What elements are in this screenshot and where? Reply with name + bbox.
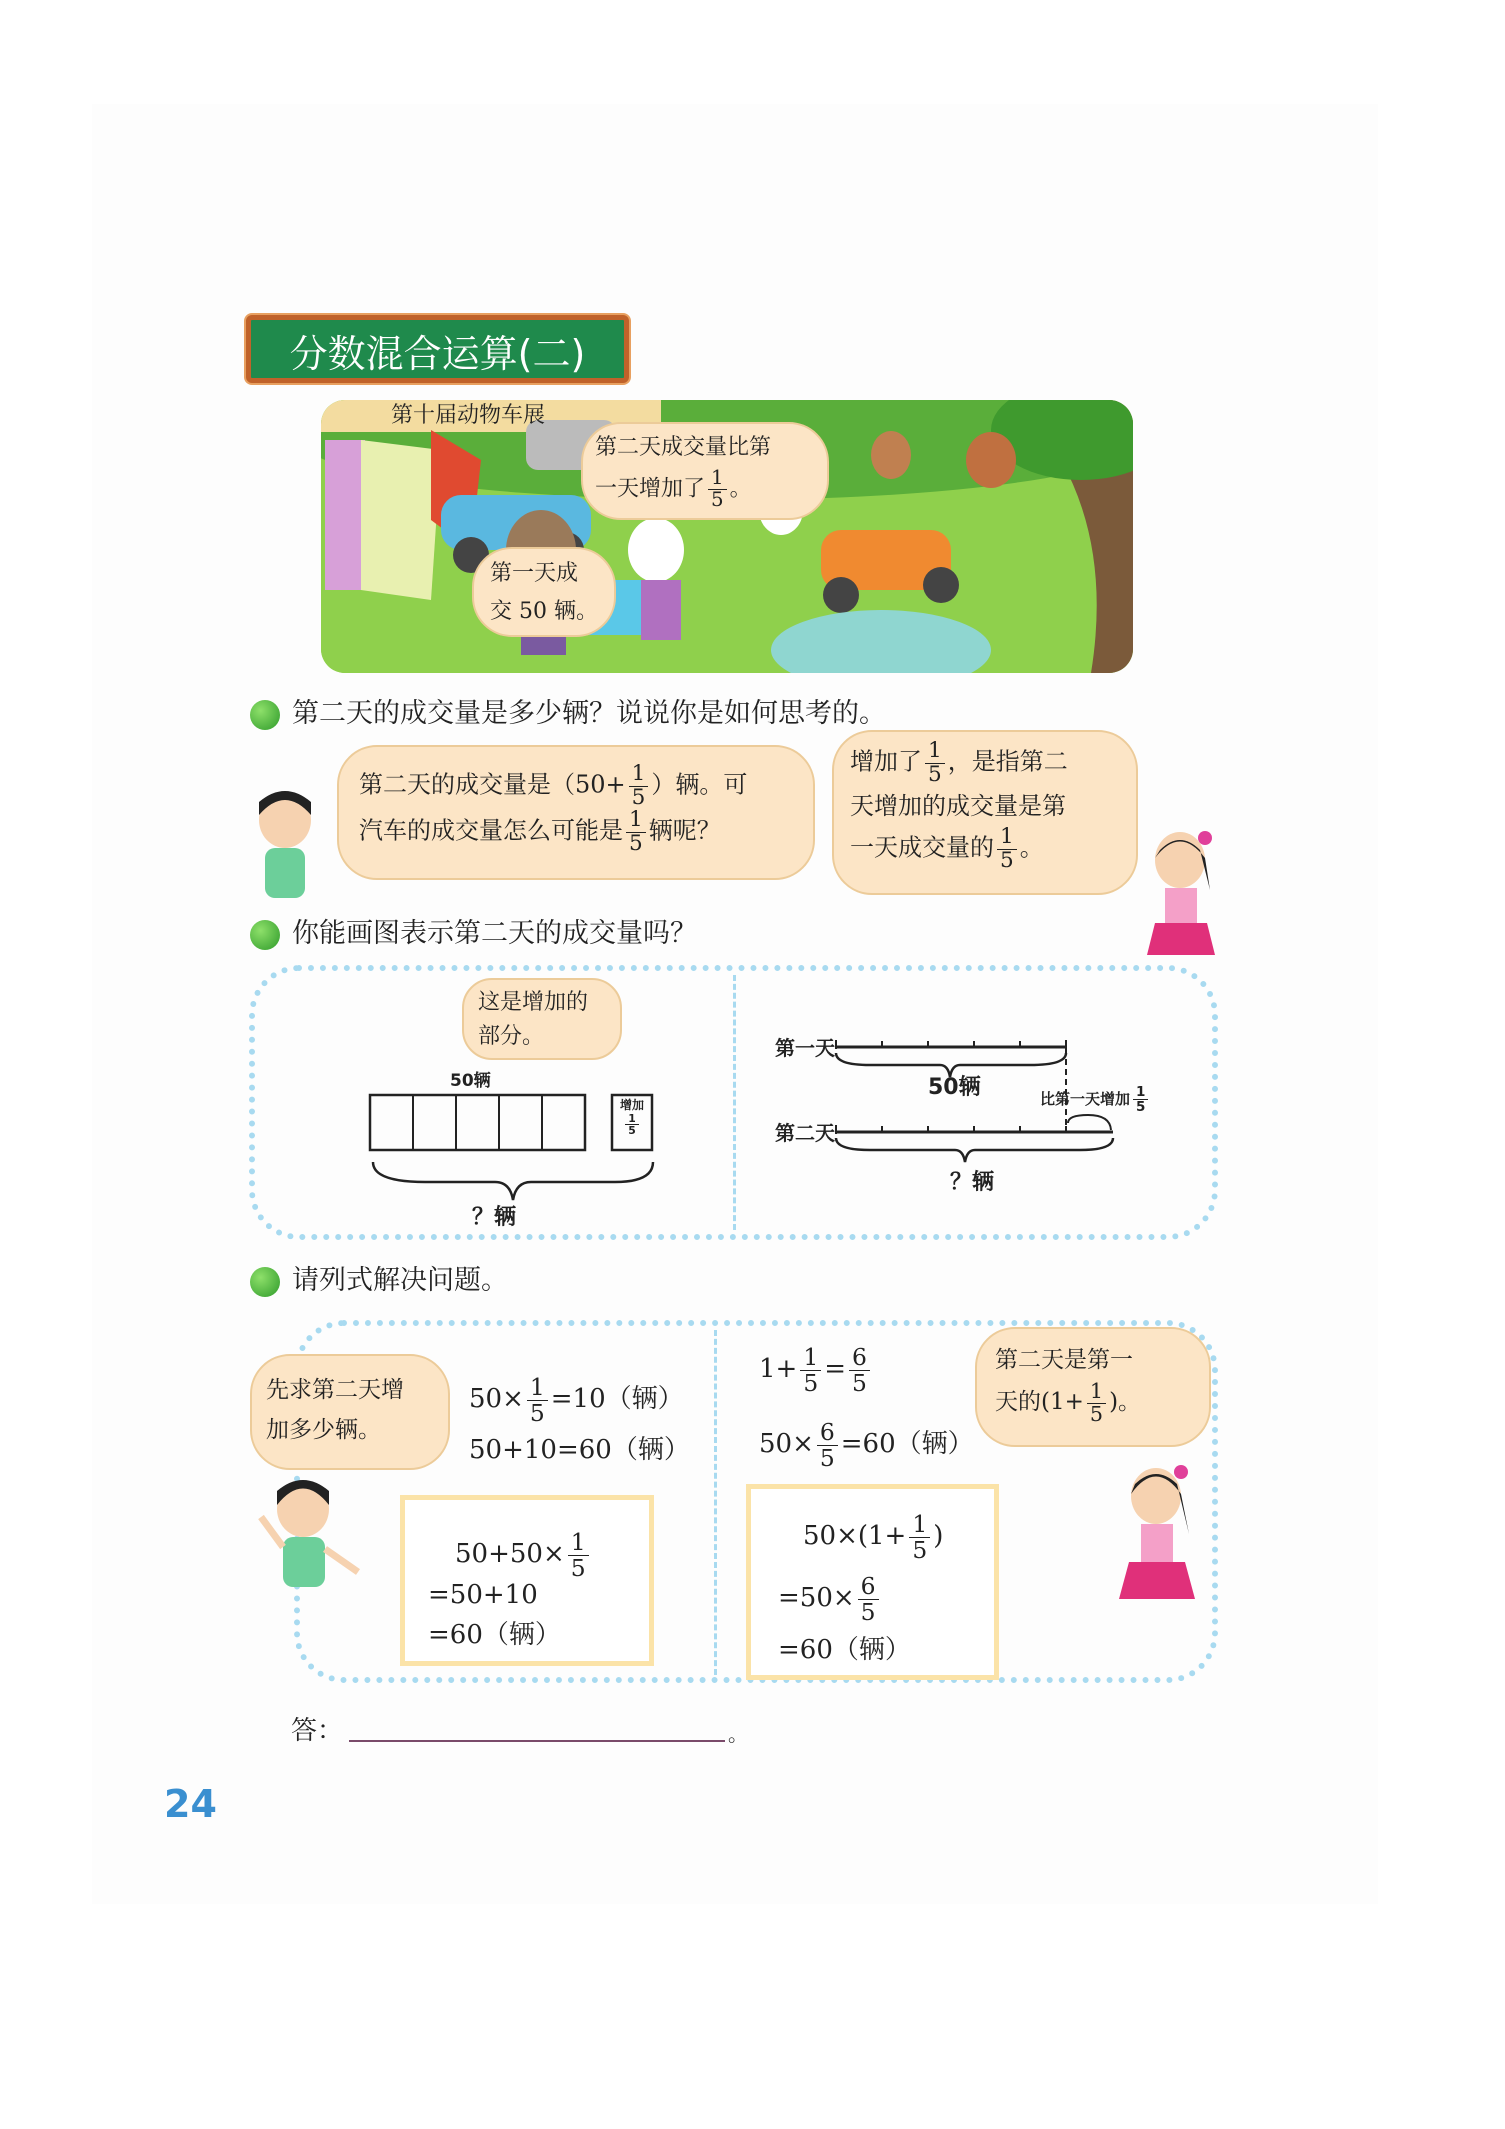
fraction-denominator: 5: [711, 487, 724, 511]
fraction-denominator: 5: [1089, 1401, 1104, 1426]
text-segment: =10（辆）: [550, 1384, 684, 1415]
text-segment: 交 50 辆。: [490, 599, 598, 624]
left-box-line-3: [428, 1615, 561, 1655]
right-step-2: [759, 1420, 974, 1470]
text-segment: =50+10: [428, 1580, 538, 1610]
fraction-denominator: 5: [628, 1124, 636, 1138]
day2-label: 第二天: [775, 1121, 835, 1145]
text-line: [850, 786, 1120, 826]
day2-question-label: ？辆: [950, 1170, 995, 1195]
panel-divider: [733, 975, 736, 1230]
green-bullet-icon: [250, 1267, 280, 1297]
fraction-denominator: 5: [529, 1398, 545, 1427]
fraction-numerator: 1: [629, 763, 649, 787]
text-segment: 一天成交量的: [850, 834, 994, 863]
increase-box-label: [613, 1097, 651, 1137]
text-segment: =50×: [778, 1583, 855, 1614]
text-line: [759, 1420, 974, 1470]
fraction: [925, 740, 945, 786]
text-line: [850, 826, 1120, 872]
fraction: [629, 763, 649, 809]
text-segment: =60（辆）: [428, 1620, 561, 1650]
text-segment: 1+: [759, 1354, 798, 1385]
page-number: 24: [164, 1782, 217, 1826]
text-segment: 第二天的成交量是（50+: [359, 770, 626, 799]
fraction: [527, 1375, 548, 1425]
text-segment: 50+50×: [455, 1539, 565, 1570]
left-box-line-1: [455, 1530, 592, 1580]
car-show-illustration: [321, 400, 1133, 673]
fraction-denominator: 5: [631, 784, 646, 810]
fraction-denominator: 5: [912, 1535, 928, 1564]
left-step-2: [469, 1430, 690, 1470]
fraction: [708, 468, 727, 511]
text-segment: 50+10=60（辆）: [469, 1435, 690, 1465]
fraction: [909, 1512, 930, 1562]
fraction-denominator: 5: [1136, 1099, 1146, 1116]
fraction-denominator: 5: [819, 1443, 835, 1472]
text-line: [359, 763, 793, 809]
fraction-denominator: 5: [629, 831, 643, 857]
fraction: [625, 1113, 639, 1137]
text-segment: =60（辆）: [778, 1635, 911, 1665]
text-segment: 辆呢？: [648, 817, 721, 846]
text-segment: 增加: [619, 1098, 644, 1112]
day1-total-label: 50辆: [928, 1075, 981, 1100]
text-segment: 天的(1+: [995, 1389, 1084, 1416]
fraction-numerator: 1: [568, 1530, 589, 1556]
fraction-numerator: 1: [1133, 1085, 1148, 1100]
fraction-numerator: 6: [858, 1574, 879, 1600]
fraction: [997, 826, 1017, 872]
text-line: [266, 1370, 434, 1410]
text-line: [995, 1339, 1191, 1381]
text-line: [613, 1097, 651, 1113]
fraction-numerator: 1: [925, 740, 945, 764]
text-segment: 天增加的成交量是第: [850, 792, 1066, 821]
fraction-numerator: 1: [626, 809, 646, 833]
text-line: [478, 986, 606, 1020]
text-line: [1040, 1085, 1151, 1114]
text-line: [759, 1345, 873, 1395]
increase-label: [1040, 1085, 1151, 1114]
boy-avatar: [245, 790, 325, 905]
fraction-numerator: 1: [800, 1345, 821, 1371]
text-segment: 这是增加的: [478, 990, 589, 1015]
text-line: [595, 468, 815, 511]
text-line: [359, 809, 793, 855]
text-segment: 增加了: [850, 747, 922, 776]
text-segment: 比第一天增加: [1040, 1090, 1131, 1109]
fraction-numerator: 1: [909, 1512, 930, 1538]
green-bullet-icon: [250, 920, 280, 950]
fraction: [1087, 1381, 1106, 1425]
answer-input-line[interactable]: [349, 1740, 725, 1742]
left-question-label: ？辆: [472, 1205, 517, 1230]
text-segment: 50×(1+: [803, 1521, 907, 1552]
fraction-numerator: 1: [708, 468, 727, 490]
day1-label: 第一天: [775, 1036, 835, 1060]
lesson-title: 分数混合运算(二): [246, 315, 629, 383]
right-box-line-2: [778, 1574, 882, 1624]
fraction-denominator: 5: [803, 1368, 819, 1397]
right-box-line-3: [778, 1630, 911, 1670]
fraction-denominator: 5: [860, 1597, 876, 1626]
girl-avatar: [1130, 830, 1225, 960]
text-line: [490, 555, 598, 593]
bear-speech-bubble: [472, 547, 616, 637]
text-line: [850, 740, 1120, 786]
girl-avatar: [1101, 1464, 1221, 1609]
boy-speech-bubble-q1: [337, 745, 815, 880]
fraction-denominator: 5: [570, 1553, 586, 1582]
text-segment: =60（辆）: [840, 1429, 974, 1460]
green-bullet-icon: [250, 700, 280, 730]
question-2: 你能画图表示第二天的成交量吗？: [292, 918, 697, 949]
text-segment: 50×: [469, 1384, 524, 1415]
text-line: [469, 1375, 684, 1425]
text-segment: 50×: [759, 1429, 814, 1460]
car-show-banner: 第十届动物车展: [391, 403, 546, 428]
question-1: 第二天的成交量是多少辆？说说你是如何思考的。: [292, 698, 886, 729]
fraction-denominator: 5: [928, 761, 942, 787]
text-line: [455, 1530, 592, 1580]
text-segment: 先求第二天增: [266, 1377, 404, 1403]
rabbit-speech-bubble: [581, 422, 829, 520]
fraction: [817, 1420, 838, 1470]
fraction-denominator: 5: [1000, 848, 1014, 874]
text-segment: 第二天是第一: [995, 1347, 1133, 1373]
text-segment: =: [824, 1354, 847, 1385]
total-label: 50辆: [450, 1071, 491, 1091]
right-box-line-1: [803, 1512, 943, 1562]
text-line: [595, 428, 815, 468]
text-line: [469, 1430, 690, 1470]
fraction: [800, 1345, 821, 1395]
girl-speech-bubble-q1: [832, 730, 1138, 895]
text-segment: 汽车的成交量怎么可能是: [359, 817, 623, 846]
text-line: [478, 1020, 606, 1054]
fraction-numerator: 6: [849, 1345, 870, 1371]
text-line: [613, 1113, 651, 1137]
text-line: [778, 1630, 911, 1670]
boy-speech-bubble-q3: [250, 1354, 450, 1470]
left-box-line-2: [428, 1575, 538, 1615]
text-segment: 加多少辆。: [266, 1417, 381, 1443]
text-segment: 第二天成交量比第: [595, 435, 772, 460]
fraction-numerator: 1: [1087, 1381, 1106, 1404]
fraction: [626, 809, 646, 855]
fraction: [858, 1574, 879, 1624]
fraction: [568, 1530, 589, 1580]
text-segment: 部分。: [478, 1024, 545, 1049]
text-segment: 。: [729, 476, 752, 502]
fraction: [849, 1345, 870, 1395]
fraction-numerator: 1: [527, 1375, 548, 1401]
fraction-numerator: 6: [817, 1420, 838, 1446]
boy-avatar: [253, 1477, 368, 1595]
fraction-numerator: 1: [997, 826, 1017, 850]
text-line: [428, 1615, 561, 1655]
fraction-denominator: 5: [852, 1368, 867, 1397]
fraction: [1133, 1085, 1148, 1114]
question-3: 请列式解决问题。: [292, 1265, 508, 1296]
text-segment: 。: [1019, 834, 1044, 863]
text-line: [490, 593, 598, 631]
answer-label: 答：: [291, 1716, 344, 1746]
text-line: [995, 1381, 1191, 1425]
text-segment: 一天增加了: [595, 476, 706, 502]
text-segment: ）辆。可: [651, 770, 748, 799]
text-line: [778, 1574, 882, 1624]
text-line: [428, 1575, 538, 1615]
text-segment: )。: [1109, 1389, 1142, 1416]
text-line: [803, 1512, 943, 1562]
answer-end-mark: 。: [728, 1722, 748, 1746]
text-segment: 第一天成: [490, 561, 579, 586]
text-segment: ，是指第二: [947, 747, 1068, 776]
text-line: [266, 1410, 434, 1450]
left-step-1: [469, 1375, 684, 1425]
girl-speech-bubble-q3: [975, 1327, 1211, 1447]
panel-divider: [714, 1330, 717, 1675]
thought-bubble: [462, 978, 622, 1060]
right-step-1: [759, 1345, 873, 1395]
text-segment: ): [933, 1521, 944, 1552]
fraction-numerator: 1: [625, 1113, 639, 1125]
